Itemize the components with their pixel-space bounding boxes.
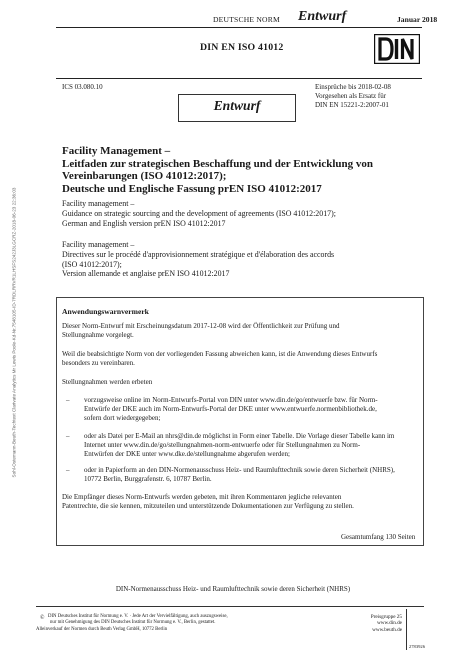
warning-paragraph-line: besonders zu vereinbaren. [62, 359, 135, 367]
bullet-line: sofern dort wiedergegeben; [84, 414, 161, 422]
din-website-link[interactable]: www.din.de [376, 620, 402, 627]
norm-label: DEUTSCHE NORM [213, 15, 280, 24]
draft-box-label: Entwurf [213, 98, 261, 113]
german-title-line: Vereinbarungen (ISO 41012:2017); [62, 170, 227, 183]
warning-paragraph-line: Stellungnahmen werden erbeten [62, 378, 153, 386]
german-title-line: Deutsche und Englische Fassung prEN ISO 41012:2017 [62, 182, 322, 195]
status-label: Entwurf [298, 9, 347, 24]
bullet-line: Entwürfe der DKE auch im Norm-Entwurfs-Portal der DKE unter www.entwuerfe.normenbibliothek.de, [84, 405, 377, 413]
warning-paragraph-line: Dieser Norm-Entwurf mit Erscheinungsdatum 2017-12-08 wird der Öffentlichkeit zur Prüfung und [62, 322, 340, 330]
document-code-box [406, 609, 425, 650]
copyright-icon: © [40, 615, 45, 621]
english-title-line: Guidance on strategic sourcing and the development of agreements (ISO 41012:2017); [62, 208, 336, 218]
footer-rule [36, 606, 424, 607]
side-download-stamp: Sohl-Ostemann-Beuth-Techtext Clarivate Analytics Mr Lewis Poole-Kd-Nr.7548105-ID-7RDLRRVR1LHSFS242J3LGCRZ-2018-06-23 22:36:03 [11, 187, 17, 478]
din-logo-text: DIN [374, 34, 377, 35]
beuth-website-link[interactable]: www.beuth.de [372, 626, 402, 633]
header-rule [56, 27, 422, 28]
warning-title: Anwendungswarnvermerk [62, 307, 149, 316]
din-logo [374, 34, 420, 64]
din-logo-letter-d [380, 39, 392, 59]
warning-paragraph-line: Patentrechte, die sie kennen, mitzuteilen und unterstützende Dokumentationen zur Verfügung zu stellen. [62, 502, 354, 510]
bullet-line: Internet unter www.din.de/go/stellungnahmen-norm-entwuerfe oder für Stellungnahmen zu Norm- [84, 441, 361, 449]
barcode-number: 2783926 [408, 644, 425, 649]
english-title-line: Facility management – [62, 199, 135, 208]
meta-rule [56, 78, 422, 79]
bullet-dash: – [66, 432, 70, 440]
french-title-line: Version allemande et anglaise prEN ISO 41012:2017 [62, 269, 230, 279]
english-title-line: German and English version prEN ISO 41012:2017 [62, 218, 226, 228]
bullet-line: Entwürfen der DKE unter www.dke.de/stellungnahme abgerufen werden; [84, 450, 290, 458]
din-logo-letter-n [403, 39, 413, 59]
french-title [62, 240, 424, 279]
ics-code: ICS 03.080.10 [62, 83, 103, 91]
bullet-line: oder als Datei per E-Mail an nhrs@din.de möglichst in Form einer Tabelle. Die Vorlage dieser Tabelle kann im [84, 432, 395, 440]
bullet-line: vorzugsweise online im Norm-Entwurfs-Portal von DIN unter www.din.de/go/entwuerfe bzw. für Norm- [84, 396, 378, 404]
english-title [62, 199, 424, 228]
replaces-note: Vorgesehen als Ersatz für DIN EN 15221-2:2007-01 [315, 92, 389, 109]
french-title-line: (ISO 41012:2017); [62, 259, 122, 269]
german-title-line: Facility Management – [62, 145, 171, 157]
bullet-line: oder in Papierform an den DIN-Normenausschuss Heiz- und Raumlufttechnik sowie deren Sicherheit (NHRS), [84, 466, 395, 474]
document-number: DIN EN ISO 41012 [200, 42, 284, 53]
german-title-line: Leitfaden zur strategischen Beschaffung und der Entwicklung von [62, 157, 373, 170]
draft-box [178, 94, 296, 122]
din-logo-letter-i [395, 39, 398, 59]
german-title [62, 145, 422, 195]
objection-deadline: Einsprüche bis 2018-02-08 [315, 83, 391, 91]
bullet-dash: – [66, 466, 70, 474]
publisher-committee: DIN-Normenausschuss Heiz- und Raumlufttechnik sowie deren Sicherheit (NHRS) [115, 585, 351, 593]
warning-paragraph-line: Weil die beabsichtigte Norm von der vorliegenden Fassung abweichen kann, ist die Anwendung dieses Entwurfs [62, 350, 378, 358]
price-group: Preisgruppe 25 [370, 614, 402, 620]
french-title-line: Facility management – [62, 240, 135, 249]
issue-date: Januar 2018 [397, 15, 438, 24]
copyright-line: DIN Deutsches Institut für Normung e. V. · Jede Art der Vervielfältigung, auch auszugsweise, [48, 614, 228, 619]
french-title-line: Directives sur le procédé d'approvisionnement stratégique et d'élaboration des accords [62, 249, 335, 259]
page-count: Gesamtumfang 130 Seiten [341, 533, 416, 541]
warning-paragraph-line: Stellungnahme vorgelegt. [62, 331, 134, 339]
copyright-line: Alleinverkauf der Normen durch Beuth Verlag GmbH, 10772 Berlin [36, 627, 168, 632]
bullet-line: 10772 Berlin, Burggrafenstr. 6, 10787 Berlin. [84, 475, 212, 483]
copyright-line: nur mit Genehmigung des DIN Deutsches Institut für Normung e. V., Berlin, gestattet. [50, 620, 216, 625]
bullet-dash: – [66, 396, 70, 404]
price-info [352, 614, 402, 633]
warning-paragraph-line: Die Empfänger dieses Norm-Entwurfs werden gebeten, mit ihren Kommentaren jegliche relevanten [62, 493, 342, 501]
